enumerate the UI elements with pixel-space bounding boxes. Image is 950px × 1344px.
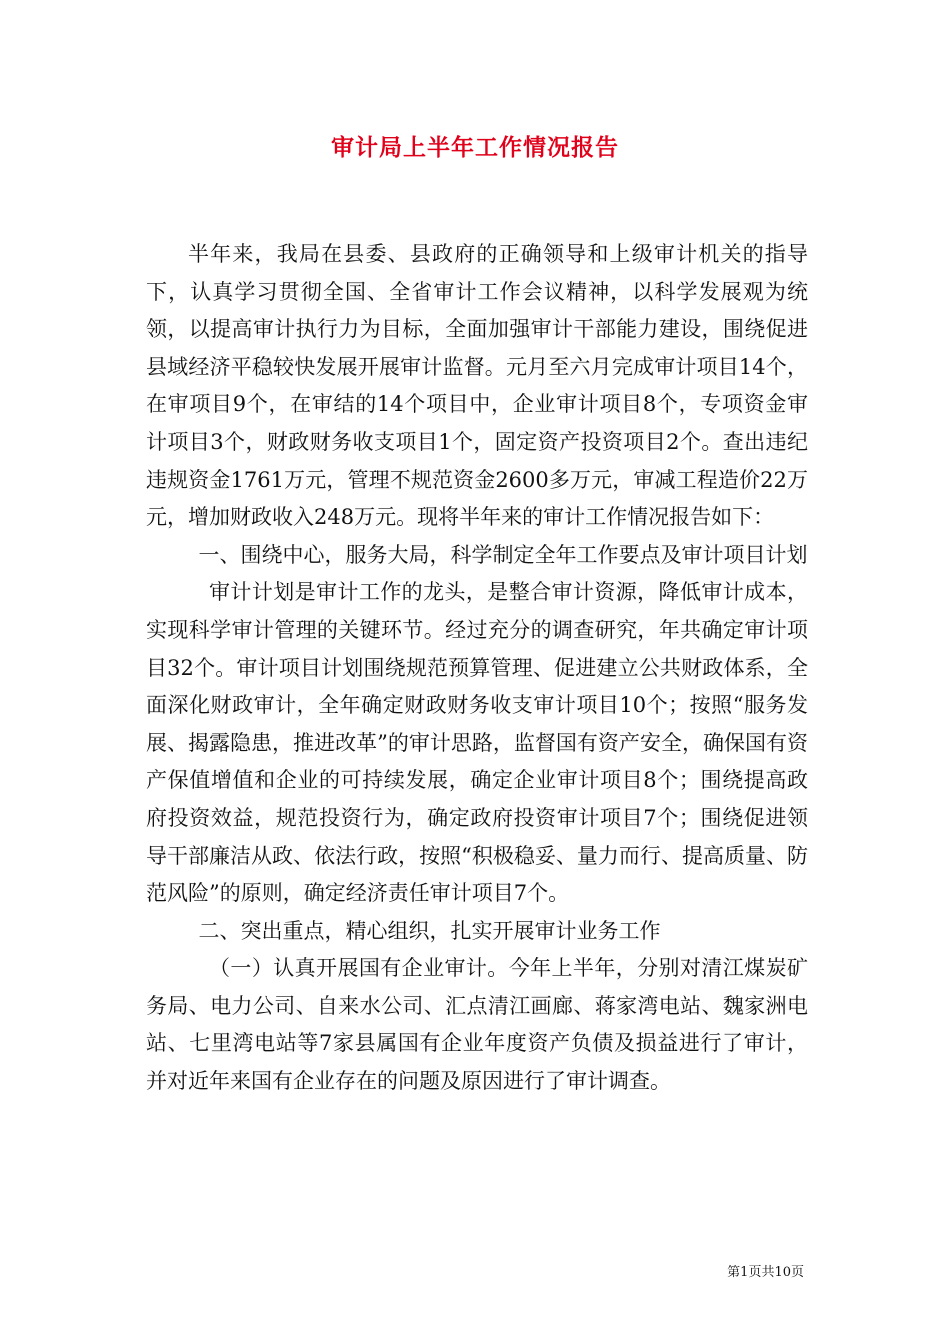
section-2-paragraph: （一）认真开展国有企业审计。今年上半年，分别对清江煤炭矿务局、电力公司、自来水公司、汇点清江画廊、蒋家湾电站、魏家洲电站、七里湾电站等7家县属国有企业年度资产负债及损益进行了审计，并对近年来国有企业存在的问题及原因进行了审计调查。 [146, 956, 808, 1094]
section-1-paragraph: 审计计划是审计工作的龙头，是整合审计资源，降低审计成本，实现科学审计管理的关键环节。经过充分的调查研究，年共确定审计项目32个。审计项目计划围绕规范预算管理、促进建立公共财政体系，全面深化财政审计，全年确定财政财务收支审计项目10个；按照“服务发展、揭露隐患，推进改革”的审计思路，监督国有资产安全，确保国有资产保值增值和企业的可持续发展，确定企业审计项目8个；围绕提高政府投资效益，规范投资行为，确定政府投资审计项目7个；围绕促进领导干部廉洁从政、依法行政，按照“积极稳妥、量力而行、提高质量、防范风险”的原则，确定经济责任审计项目7个。 [146, 580, 808, 906]
section-heading-1: 一、围绕中心，服务大局，科学制定全年工作要点及审计项目计划 [198, 542, 808, 567]
document-body [146, 236, 808, 1101]
intro-paragraph: 半年来，我局在县委、县政府的正确领导和上级审计机关的指导下，认真学习贯彻全国、全省审计工作会议精神，以科学发展观为统领，以提高审计执行力为目标，全面加强审计干部能力建设，围绕促进县域经济平稳较快发展开展审计监督。元月至六月完成审计项目14个，在审项目9个，在审结的14个项目中，企业审计项目8个，专项资金审计项目3个，财政财务收支项目1个，固定资产投资项目2个。查出违纪违规资金1761万元，管理不规范资金2600多万元，审减工程造价22万元，增加财政收入248万元。现将半年来的审计工作情况报告如下： [146, 242, 808, 530]
section-heading-2: 二、突出重点，精心组织，扎实开展审计业务工作 [198, 918, 661, 943]
document-title: 审计局上半年工作情况报告 [331, 134, 619, 161]
page-number: 第1页共10页 [727, 1265, 804, 1280]
